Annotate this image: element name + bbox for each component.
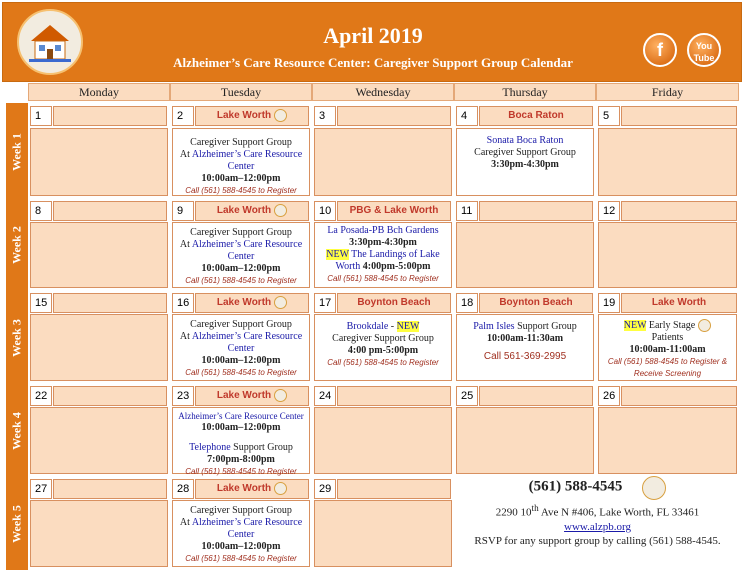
day-location-header: Lake Worth [195, 106, 309, 126]
week-label-3: Week 3 [6, 291, 28, 384]
group-logo-icon [698, 319, 711, 332]
day-location-header: Boca Raton [479, 106, 593, 126]
house-logo-icon [17, 9, 83, 75]
day-location-header [337, 106, 451, 126]
contact-address: 2290 10th Ave N #406, Lake Worth, FL 33461 [495, 503, 700, 519]
date-number: 1 [30, 106, 52, 126]
date-number: 2 [172, 106, 194, 126]
group-logo-icon [274, 482, 287, 495]
date-number: 25 [456, 386, 478, 406]
date-number: 15 [30, 293, 52, 313]
day-header-tuesday: Tuesday [170, 83, 312, 101]
date-number: 27 [30, 479, 52, 499]
day-cell-body [30, 128, 168, 196]
day-cell-body [314, 500, 452, 567]
date-number: 23 [172, 386, 194, 406]
date-number: 29 [314, 479, 336, 499]
youtube-icon[interactable]: You Tube [687, 33, 721, 67]
day-cell-body [598, 314, 737, 381]
day-location-header [53, 386, 167, 406]
day-cell-body [30, 222, 168, 288]
day-header-monday: Monday [28, 83, 170, 101]
week-label-1: Week 1 [6, 103, 28, 201]
event-details: La Posada-PB Bch Gardens 3:30pm-4:30pm NEW The Landings of Lake Worth 4:00pm-5:00pm Call (561) 588-4545 to Register [326, 225, 440, 283]
event-details: Alzheimer’s Care Resource Center 10:00am–12:00pm Telephone Support Group 7:00pm-8:00pm Call (561) 588-4545 to Register [178, 411, 304, 476]
date-number: 4 [456, 106, 478, 126]
day-cell-body [598, 128, 737, 196]
day-location-header [53, 201, 167, 221]
day-cell-body [30, 500, 168, 567]
date-number: 24 [314, 386, 336, 406]
day-cell-body [314, 222, 452, 288]
calendar-header [2, 2, 742, 82]
group-logo-icon [274, 109, 287, 122]
day-cell-body [314, 128, 452, 196]
day-location-header: Boynton Beach [479, 293, 593, 313]
day-cell-body [598, 222, 737, 288]
day-cell-body [172, 500, 310, 567]
date-number: 19 [598, 293, 620, 313]
week-label-2: Week 2 [6, 199, 28, 291]
facebook-icon[interactable]: f [643, 33, 677, 67]
day-cell-body [456, 128, 594, 196]
day-location-header [621, 106, 737, 126]
day-location-header [53, 293, 167, 313]
day-cell-body [172, 128, 310, 196]
day-location-header: Lake Worth [195, 386, 309, 406]
event-details: Palm Isles Support Group 10:00am-11:30am Call 561-369-2995 [473, 321, 577, 362]
contact-phone: (561) 588-4545 [528, 478, 623, 495]
day-cell-body [456, 407, 594, 474]
date-number: 3 [314, 106, 336, 126]
day-cell-body [314, 407, 452, 474]
date-number: 11 [456, 201, 478, 221]
page-subtitle: Alzheimer’s Care Resource Center: Caregiver Support Group Calendar [173, 55, 573, 70]
day-cell-body [172, 314, 310, 381]
event-details: NEW Early Stage Patients 10:00am-11:00am Call (561) 588-4545 to Register & Receive Screening [607, 319, 728, 378]
group-logo-icon [274, 296, 287, 309]
day-location-header: Boynton Beach [337, 293, 451, 313]
house-logo-icon [642, 476, 666, 500]
day-header-thursday: Thursday [454, 83, 596, 101]
date-number: 10 [314, 201, 336, 221]
day-location-header: Lake Worth [621, 293, 737, 313]
day-location-header: PBG & Lake Worth [337, 201, 451, 221]
week-label-5: Week 5 [6, 477, 28, 570]
day-header-wednesday: Wednesday [312, 83, 454, 101]
day-location-header: Lake Worth [195, 201, 309, 221]
date-number: 12 [598, 201, 620, 221]
day-location-header: Lake Worth [195, 293, 309, 313]
date-number: 28 [172, 479, 194, 499]
day-location-header [53, 106, 167, 126]
group-logo-icon [274, 389, 287, 402]
day-cell-body [30, 407, 168, 474]
event-details: Sonata Boca Raton Caregiver Support Group 3:30pm-4:30pm [474, 135, 576, 170]
day-location-header [621, 201, 737, 221]
day-header-friday: Friday [596, 83, 739, 101]
date-number: 16 [172, 293, 194, 313]
day-cell-body [314, 314, 452, 381]
day-location-header [621, 386, 737, 406]
date-number: 17 [314, 293, 336, 313]
date-number: 9 [172, 201, 194, 221]
day-cell-body [172, 407, 310, 474]
event-details: Caregiver Support Group At Alzheimer’s Care Resource Center 10:00am–12:00pm Call (561) 588-4545 to Register [179, 319, 303, 377]
date-number: 26 [598, 386, 620, 406]
date-number: 18 [456, 293, 478, 313]
page-title: April 2019 [323, 23, 423, 48]
day-cell-body [598, 407, 737, 474]
day-location-header [53, 479, 167, 499]
day-cell-body [30, 314, 168, 381]
event-details: Caregiver Support Group At Alzheimer’s Care Resource Center 10:00am–12:00pm Call (561) 588-4545 to Register [179, 137, 303, 195]
day-cell-body [456, 314, 594, 381]
date-number: 22 [30, 386, 52, 406]
day-location-header: Lake Worth [195, 479, 309, 499]
rsvp-note: RSVP for any support group by calling (561) 588-4545. [474, 534, 721, 547]
website-link[interactable]: www.alzpb.org [564, 520, 631, 533]
day-location-header [337, 386, 451, 406]
day-cell-body [172, 222, 310, 288]
event-details: Caregiver Support Group At Alzheimer’s Care Resource Center 10:00am–12:00pm Call (561) 588-4545 to Register [179, 505, 303, 563]
contact-info [455, 476, 740, 547]
event-details: Caregiver Support Group At Alzheimer’s Care Resource Center 10:00am–12:00pm Call (561) 588-4545 to Register [179, 227, 303, 285]
day-location-header [479, 386, 593, 406]
day-location-header [337, 479, 451, 499]
group-logo-icon [274, 204, 287, 217]
date-number: 8 [30, 201, 52, 221]
week-label-4: Week 4 [6, 384, 28, 477]
day-cell-body [456, 222, 594, 288]
date-number: 5 [598, 106, 620, 126]
event-details: Brookdale - NEW Caregiver Support Group 4:00 pm-5:00pm Call (561) 588-4545 to Register [327, 321, 439, 367]
day-location-header [479, 201, 593, 221]
